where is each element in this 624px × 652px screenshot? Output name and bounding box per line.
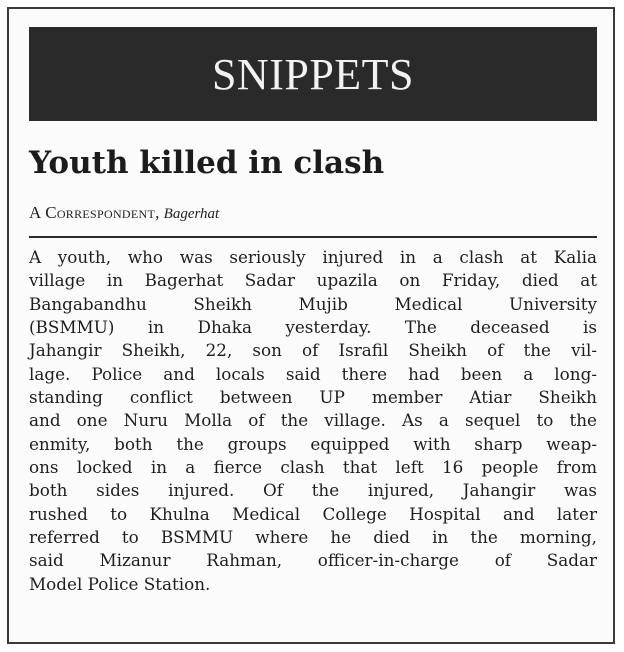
body-line: and one Nuru Molla of the village. As a sequel to the [29,410,597,431]
news-clipping [7,7,615,644]
divider-rule [29,236,597,238]
body-line: ons locked in a fierce clash that left 16 people from [29,457,597,478]
body-line: Model Police Station. [29,573,211,594]
section-title: SNIPPETS [211,49,415,99]
byline-location: Bagerhat [163,206,220,222]
body-line: said Mizanur Rahman, officer-in-charge of Sadar [29,550,597,571]
body-line: Bangabandhu Sheikh Mujib Medical University [29,293,597,314]
body-line: standing conflict between UP member Atiar Sheikh [29,387,597,408]
body-line: referred to BSMMU where he died in the morning, [29,527,597,548]
byline [29,203,219,223]
byline-author: A Correspondent, [29,203,160,222]
body-line: (BSMMU) in Dhaka yesterday. The deceased is [29,317,597,338]
section-banner [29,27,597,121]
body-line: A youth, who was seriously injured in a clash at Kalia [29,247,597,267]
article-headline: Youth killed in clash [29,145,385,181]
article-body [29,246,597,596]
body-line: village in Bagerhat Sadar upazila on Friday, died at [29,270,597,291]
body-line: Jahangir Sheikh, 22, son of Israfil Sheikh of the vil- [29,340,597,361]
body-line: rushed to Khulna Medical College Hospital and later [29,503,597,524]
body-line: enmity, both the groups equipped with sharp weap- [29,433,597,454]
body-line: lage. Police and locals said there had been a long- [29,363,597,384]
body-line: both sides injured. Of the injured, Jahangir was [29,480,597,501]
